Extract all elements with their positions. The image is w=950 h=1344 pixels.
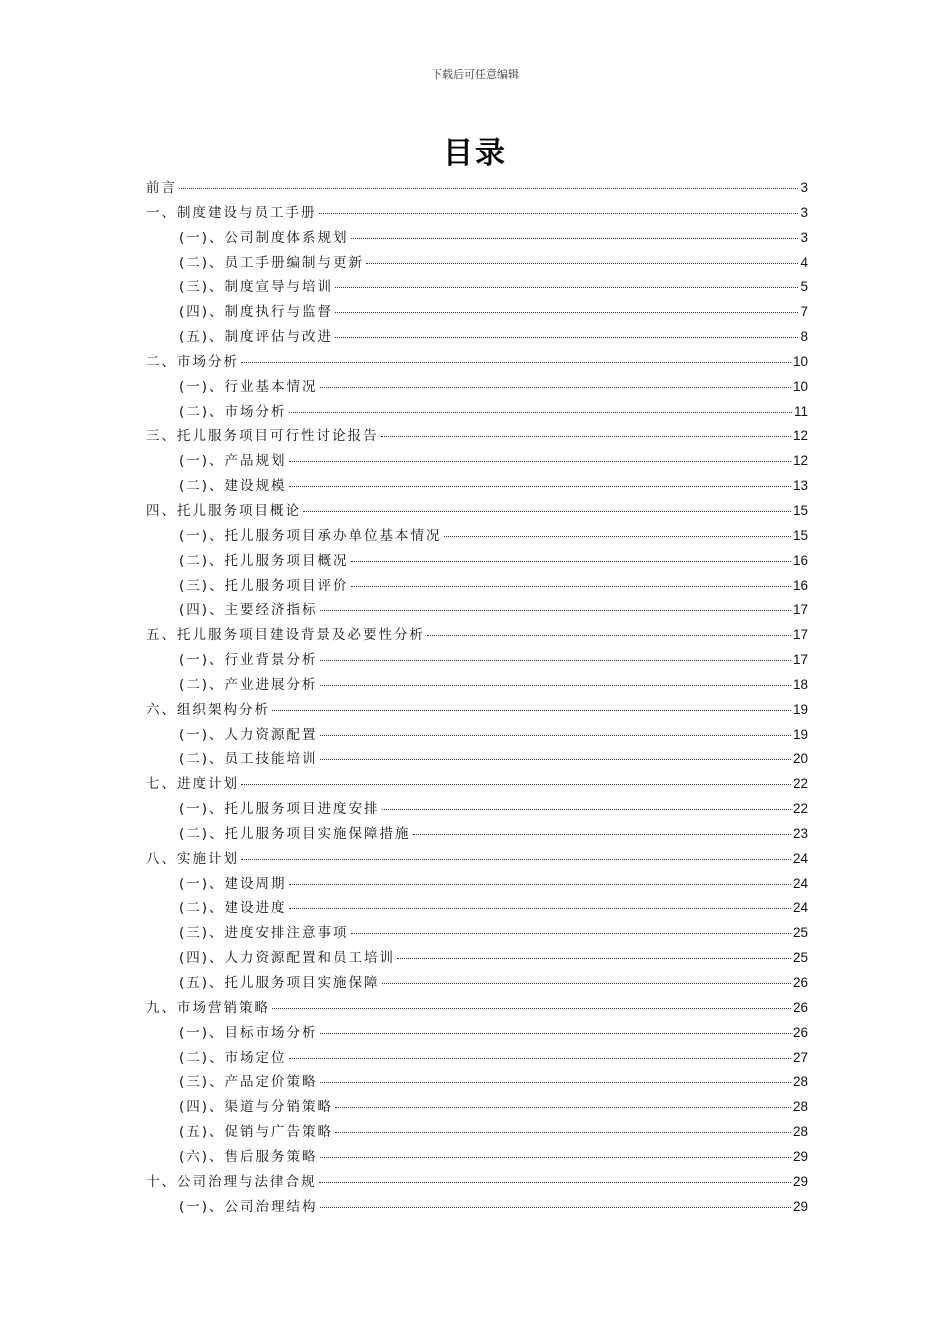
toc-entry-page: 16	[792, 577, 808, 593]
toc-entry-page: 18	[792, 676, 808, 692]
toc-leader-dots	[289, 908, 791, 909]
toc-entry[interactable]	[146, 1046, 808, 1071]
toc-leader-dots	[319, 1182, 791, 1183]
toc-entry-label: (五)、托儿服务项目实施保障	[179, 975, 380, 991]
toc-entry-label: (一)、公司制度体系规划	[179, 229, 349, 246]
toc-entry-label: (五)、制度评估与改进	[179, 329, 334, 346]
toc-leader-dots	[427, 635, 791, 636]
toc-leader-dots	[320, 1207, 791, 1208]
toc-entry-label: (一)、行业背景分析	[179, 652, 318, 669]
toc-entry-label: 一、制度建设与员工手册	[146, 204, 317, 221]
toc-leader-dots	[335, 337, 798, 338]
toc-entry-label: (二)、市场定位	[179, 1049, 287, 1066]
toc-entry-page: 10	[792, 378, 808, 394]
toc-entry[interactable]	[146, 723, 808, 748]
toc-entry-page: 3	[800, 229, 808, 245]
toc-entry-label: (五)、促销与广告策略	[179, 1124, 334, 1141]
toc-leader-dots	[303, 511, 791, 512]
toc-entry-label: (三)、产品定价策略	[179, 1074, 318, 1091]
toc-leader-dots	[289, 412, 792, 413]
header-note: 下载后可任意编辑	[431, 68, 519, 81]
toc-leader-dots	[444, 536, 791, 537]
toc-entry[interactable]	[146, 623, 808, 648]
toc-entry[interactable]	[146, 598, 808, 623]
toc-entry-label: (四)、渠道与分销策略	[179, 1099, 334, 1116]
toc-leader-dots	[335, 1107, 791, 1108]
toc-entry-page: 5	[800, 279, 808, 295]
toc-entry[interactable]	[146, 201, 808, 226]
toc-leader-dots	[320, 610, 791, 611]
toc-entry-page: 25	[792, 925, 808, 941]
toc-entry-label: (三)、进度安排注意事项	[179, 925, 349, 942]
toc-entry-label: (一)、目标市场分析	[179, 1024, 318, 1041]
toc-entry[interactable]	[146, 1120, 808, 1145]
toc-leader-dots	[272, 710, 791, 711]
toc-entry-label: (二)、托儿服务项目概况	[179, 552, 349, 569]
toc-entry-label: (四)、主要经济指标	[179, 602, 318, 619]
toc-entry-label: (一)、行业基本情况	[179, 378, 318, 395]
toc-entry[interactable]	[146, 772, 808, 797]
toc-leader-dots	[319, 213, 799, 214]
toc-leader-dots	[241, 362, 791, 363]
toc-entry-label: (四)、制度执行与监督	[179, 304, 334, 321]
toc-entry-page: 29	[792, 1173, 808, 1189]
toc-entry[interactable]	[146, 400, 808, 425]
toc-entry-page: 3	[800, 180, 808, 195]
toc-entry[interactable]	[146, 822, 808, 847]
toc-leader-dots	[320, 660, 791, 661]
toc-leader-dots	[351, 561, 791, 562]
toc-entry-page: 29	[792, 1148, 808, 1164]
toc-leader-dots	[381, 436, 791, 437]
toc-leader-dots	[351, 238, 799, 239]
toc-entry-page: 28	[792, 1099, 808, 1115]
toc-entry-page: 17	[792, 602, 808, 618]
toc-entry[interactable]	[146, 424, 808, 449]
toc-entry[interactable]	[146, 698, 808, 723]
toc-leader-dots	[179, 188, 798, 189]
toc-entry[interactable]	[146, 350, 808, 375]
table-of-contents	[146, 176, 808, 1219]
toc-entry-label: 八、实施计划	[146, 850, 239, 867]
page-title: 目录	[443, 136, 507, 171]
toc-entry-label: (二)、建设进度	[179, 900, 287, 917]
toc-entry[interactable]	[146, 648, 808, 673]
toc-entry-page: 19	[792, 726, 808, 742]
toc-entry-page: 4	[800, 254, 808, 270]
toc-entry-page: 26	[792, 1024, 808, 1040]
toc-entry-label: 六、组织架构分析	[146, 701, 270, 718]
toc-entry[interactable]	[146, 1070, 808, 1095]
toc-entry-page: 12	[792, 428, 808, 444]
toc-entry-label: (二)、员工手册编制与更新	[179, 254, 365, 271]
toc-leader-dots	[320, 759, 791, 760]
toc-entry[interactable]	[146, 251, 808, 276]
toc-entry[interactable]	[146, 325, 808, 350]
toc-entry[interactable]	[146, 797, 808, 822]
toc-entry-label: (一)、建设周期	[179, 875, 287, 892]
toc-entry[interactable]	[146, 1145, 808, 1170]
toc-entry-label: (四)、人力资源配置和员工培训	[179, 950, 396, 967]
toc-entry-label: 九、市场营销策略	[146, 999, 270, 1016]
toc-entry[interactable]	[146, 921, 808, 946]
toc-entry[interactable]	[146, 226, 808, 251]
toc-entry[interactable]	[146, 1021, 808, 1046]
toc-entry[interactable]	[146, 673, 808, 698]
toc-entry[interactable]	[146, 499, 808, 524]
toc-entry-label: (一)、产品规划	[179, 453, 287, 470]
toc-entry[interactable]	[146, 375, 808, 400]
toc-entry-label: (一)、托儿服务项目承办单位基本情况	[179, 527, 442, 544]
toc-entry-page: 27	[792, 1049, 808, 1065]
toc-leader-dots	[351, 586, 791, 587]
toc-entry-page: 15	[792, 527, 808, 543]
toc-leader-dots	[320, 1082, 791, 1083]
toc-leader-dots	[382, 983, 791, 984]
toc-entry[interactable]	[146, 971, 808, 996]
toc-entry[interactable]	[146, 946, 808, 971]
toc-leader-dots	[289, 884, 791, 885]
toc-entry[interactable]	[146, 996, 808, 1021]
toc-leader-dots	[351, 933, 791, 934]
toc-entry[interactable]	[146, 1095, 808, 1120]
toc-leader-dots	[413, 834, 791, 835]
toc-leader-dots	[397, 958, 791, 959]
toc-entry-page: 19	[792, 701, 808, 717]
toc-entry-label: (三)、制度宣导与培训	[179, 279, 334, 296]
toc-entry[interactable]	[146, 275, 808, 300]
toc-entry-page: 23	[792, 825, 808, 841]
toc-entry[interactable]	[146, 574, 808, 599]
toc-entry-page: 29	[792, 1198, 808, 1214]
toc-entry-label: 二、市场分析	[146, 353, 239, 370]
toc-entry-page: 26	[792, 975, 808, 990]
toc-entry-label: (二)、市场分析	[179, 403, 287, 420]
toc-entry-label: (二)、托儿服务项目实施保障措施	[179, 825, 411, 842]
toc-entry-page: 24	[792, 850, 808, 866]
toc-entry[interactable]	[146, 747, 808, 772]
toc-entry-page: 8	[800, 329, 808, 345]
toc-leader-dots	[335, 1132, 791, 1133]
toc-entry[interactable]	[146, 872, 808, 897]
toc-leader-dots	[382, 809, 791, 810]
toc-entry-label: (一)、托儿服务项目进度安排	[179, 801, 380, 818]
toc-leader-dots	[320, 735, 791, 736]
toc-entry-page: 11	[793, 403, 808, 419]
toc-leader-dots	[320, 1033, 791, 1034]
toc-entry[interactable]	[146, 1170, 808, 1195]
toc-entry[interactable]	[146, 300, 808, 325]
toc-leader-dots	[335, 312, 798, 313]
toc-entry-page: 22	[792, 776, 808, 792]
toc-entry-label: (一)、公司治理结构	[179, 1198, 318, 1215]
toc-entry-label: (一)、人力资源配置	[179, 726, 318, 743]
toc-entry-page: 16	[792, 552, 808, 568]
toc-entry-page: 26	[792, 999, 808, 1015]
toc-leader-dots	[289, 461, 791, 462]
toc-entry-label: 十、公司治理与法律合规	[146, 1173, 317, 1190]
toc-entry[interactable]	[146, 474, 808, 499]
toc-entry-label: 三、托儿服务项目可行性讨论报告	[146, 428, 379, 445]
toc-leader-dots	[272, 1008, 791, 1009]
toc-entry[interactable]	[146, 549, 808, 574]
toc-entry[interactable]	[146, 847, 808, 872]
toc-entry-label: 前言	[146, 180, 177, 196]
toc-entry-page: 3	[800, 204, 808, 220]
toc-entry-page: 7	[800, 304, 808, 320]
toc-entry-page: 13	[792, 478, 808, 494]
toc-entry-label: (六)、售后服务策略	[179, 1148, 318, 1165]
toc-entry-page: 12	[792, 453, 808, 469]
toc-leader-dots	[320, 1157, 791, 1158]
toc-entry-label: (三)、托儿服务项目评价	[179, 577, 349, 594]
toc-entry-label: 七、进度计划	[146, 776, 239, 793]
toc-entry-page: 24	[792, 900, 808, 916]
toc-entry[interactable]	[146, 449, 808, 474]
toc-entry-page: 25	[792, 950, 808, 966]
toc-entry[interactable]	[146, 896, 808, 921]
toc-entry-page: 10	[792, 353, 808, 369]
toc-leader-dots	[241, 859, 791, 860]
toc-entry[interactable]	[146, 524, 808, 549]
toc-leader-dots	[366, 263, 798, 264]
toc-leader-dots	[320, 387, 791, 388]
toc-entry-label: (二)、产业进展分析	[179, 676, 318, 693]
toc-entry-page: 22	[792, 801, 808, 817]
toc-entry-label: (二)、员工技能培训	[179, 751, 318, 768]
toc-entry-page: 28	[792, 1074, 808, 1090]
toc-leader-dots	[289, 1058, 791, 1059]
toc-entry-label: 四、托儿服务项目概论	[146, 502, 301, 519]
toc-entry-page: 28	[792, 1124, 808, 1140]
toc-entry[interactable]	[146, 1195, 808, 1220]
toc-leader-dots	[335, 287, 798, 288]
toc-entry-page: 24	[792, 875, 808, 891]
toc-entry-page: 20	[792, 751, 808, 767]
toc-entry[interactable]	[146, 176, 808, 201]
toc-entry-label: 五、托儿服务项目建设背景及必要性分析	[146, 627, 425, 644]
toc-entry-page: 17	[792, 652, 808, 668]
toc-leader-dots	[320, 685, 791, 686]
toc-leader-dots	[289, 486, 791, 487]
toc-entry-label: (二)、建设规模	[179, 478, 287, 495]
toc-entry-page: 15	[792, 502, 808, 518]
toc-leader-dots	[241, 784, 791, 785]
toc-entry-page: 17	[792, 627, 808, 643]
